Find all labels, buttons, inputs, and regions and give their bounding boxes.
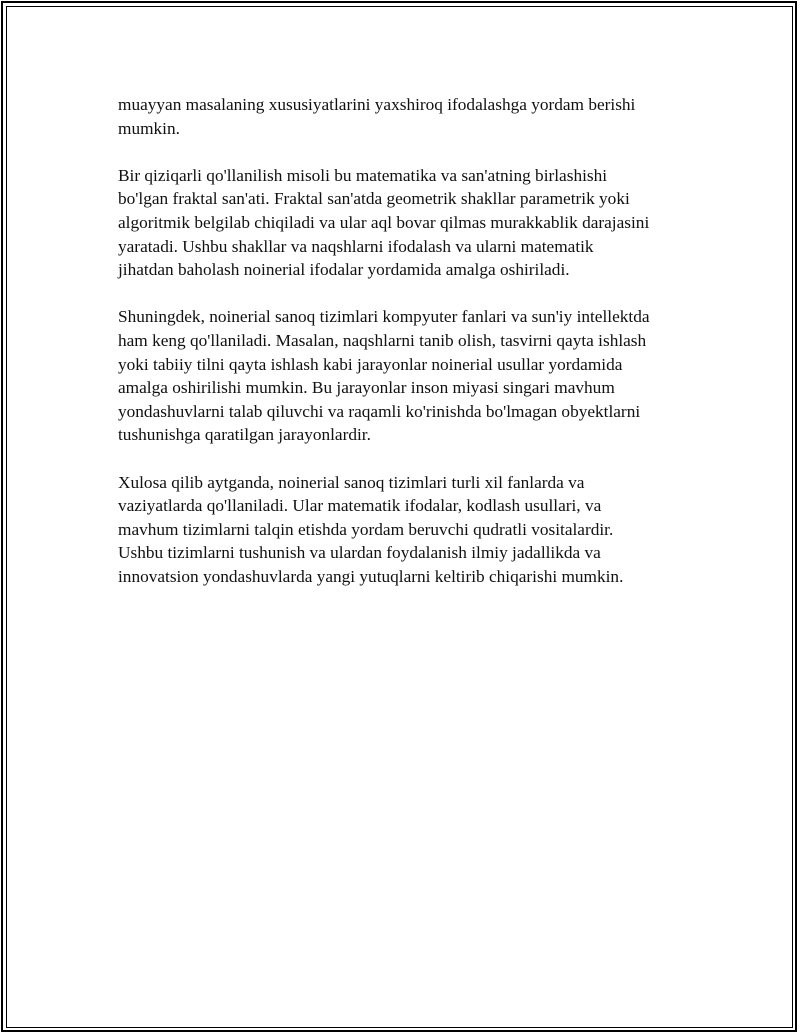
- paragraph-continuation: muayyan masalaning xususiyatlarini yaxshiroq ifodalashga yordam berishi mumkin.: [118, 95, 636, 138]
- paragraph-conclusion: Xulosa qilib aytganda, noinerial sanoq tizimlari turli xil fanlarda va vaziyatlarda qo'llaniladi. Ular matematik ifodalar, kodlash usullari, va mavhum tizimlarni talqin etishda yordam beruvchi qudratli vositalardir. Ushbu tizimlarni tushunish va ulardan foydalanish ilmiy jadallikda va innovatsion yondashuvlarda yangi yutuqlarni keltirib chiqarishi mumkin.: [118, 472, 624, 586]
- document-body: [118, 93, 698, 612]
- paragraph-fractal-art: Bir qiziqarli qo'llanilish misoli bu matematika va san'atning birlashishi bo'lgan fraktal san'ati. Fraktal san'atda geometrik shakllar parametrik yoki algoritmik belgilab chiqiladi va ular aql bovar qilmas murakkablik darajasini yaratadi. Ushbu shakllar va naqshlarni ifodalash va ularni matematik jihatdan baholash noinerial ifodalar yordamida amalga oshiriladi.: [118, 165, 650, 280]
- paragraph-computer-science: Shuningdek, noinerial sanoq tizimlari kompyuter fanlari va sun'iy intellektda ham keng qo'llaniladi. Masalan, naqshlarni tanib olish, tasvirni qayta ishlash yoki tabiiy tilni qayta ishlash kabi jarayonlar noinerial usullar yordamida amalga oshirilishi mumkin. Bu jarayonlar inson miyasi singari mavhum yondashuvlarni talab qiluvchi va raqamli ko'rinishda bo'lmagan obyektlarni tushunishga qaratilgan jarayonlardir.: [118, 307, 650, 445]
